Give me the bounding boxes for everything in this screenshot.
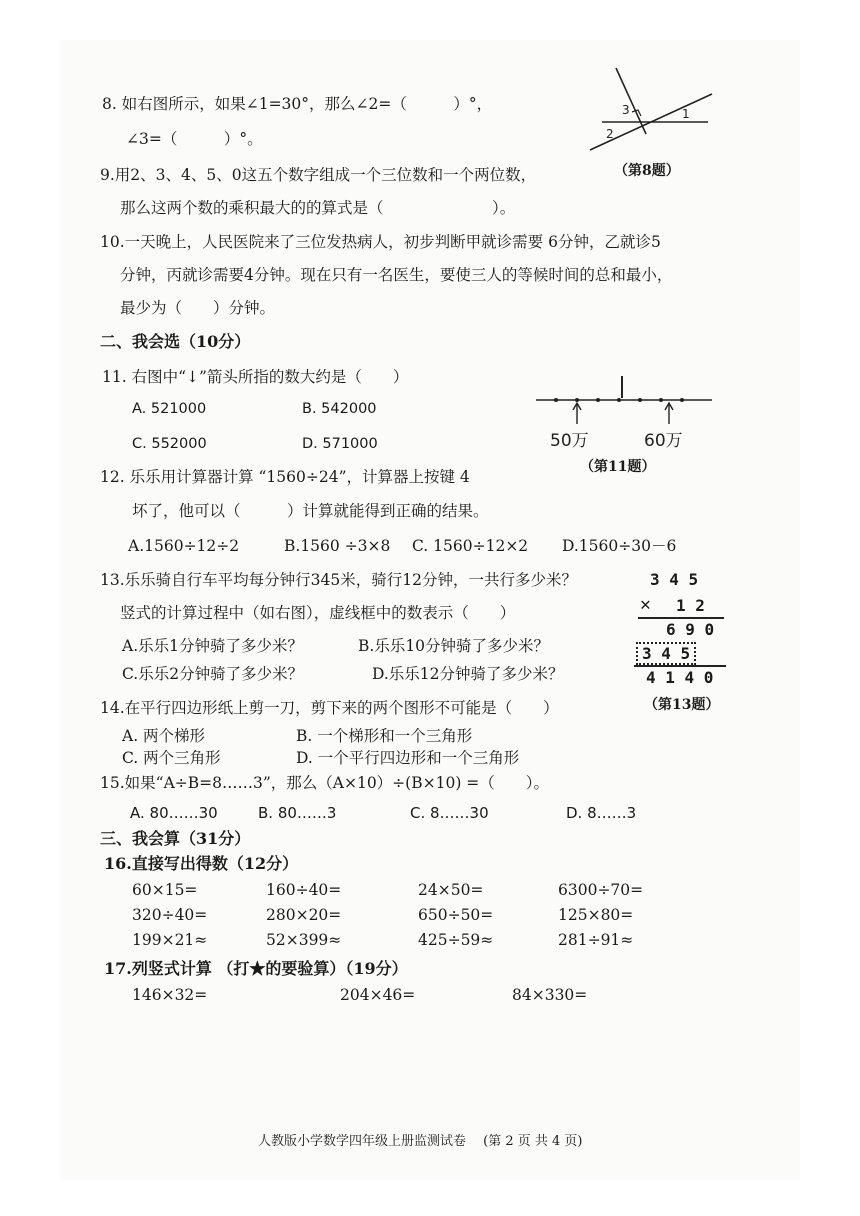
q12-line1: 12. 乐乐用计算器计算 “1560÷24”，计算器上按键 4	[100, 468, 470, 486]
q11-option-a: A. 521000	[132, 401, 207, 417]
q11-option-c: C. 552000	[132, 436, 207, 452]
calc-item: 24×50=	[418, 881, 484, 899]
q15-option-d: D. 8……3	[566, 804, 637, 822]
q11-option-d: D. 571000	[302, 436, 378, 452]
calc-item: 199×21≈	[132, 931, 208, 949]
vm-row5: 4 1 4 0	[646, 668, 714, 687]
calc-item: 650÷50=	[418, 906, 494, 924]
q8-line2: ∠3=（ ）°。	[126, 130, 263, 148]
q10-line2: 分钟，丙就诊需要4分钟。现在只有一名医生，要使三人的等候时间的总和最小，	[120, 266, 673, 284]
calc-item: 160÷40=	[266, 881, 342, 899]
vm-line1	[638, 617, 724, 619]
calc-item: 280×20=	[266, 906, 342, 924]
calc-item: 6300÷70=	[558, 881, 644, 899]
q14-stem: 14.在平行四边形纸上剪一刀，剪下来的两个图形不可能是（ ）	[100, 699, 559, 717]
q13-option-b: B.乐乐10分钟骑了多少米？	[358, 637, 550, 655]
q13-caption: （第13题）	[644, 697, 720, 713]
page-footer: 人教版小学数学四年级上册监测试卷 (第 2 页 共 4 页)	[258, 1134, 583, 1149]
q12-option-b: B.1560 ÷3×8	[284, 537, 391, 555]
q10-line1: 10.一天晚上，人民医院来了三位发热病人，初步判断甲就诊需要 6分钟，乙就诊5	[100, 233, 661, 251]
q11-stem: 11. 右图中“↓”箭头所指的数大约是（ ）	[102, 368, 409, 386]
q17-stem: 17.列竖式计算 （打★的要验算）（19分）	[104, 959, 408, 978]
angle-label-2: 2	[606, 127, 614, 141]
angle-label-1: 1	[682, 107, 690, 121]
q13-option-c: C.乐乐2分钟骑了多少米？	[122, 665, 304, 683]
section-3-title: 三、我会算（31分）	[100, 829, 251, 848]
label-50wan: 50万	[550, 431, 589, 451]
q16-stem: 16.直接写出得数（12分）	[104, 854, 299, 873]
calc-item: 52×399≈	[266, 931, 342, 949]
vertical-calc-item: 204×46=	[340, 986, 416, 1004]
angle-label-3: 3	[622, 103, 630, 117]
q12-option-a: A.1560÷12÷2	[128, 537, 240, 555]
q12-line2: 坏了，他可以（ ）计算就能得到正确的结果。	[132, 502, 489, 520]
q8-caption: （第8题）	[614, 163, 680, 179]
q14-option-c: C. 两个三角形	[122, 749, 221, 767]
vertical-calc-item: 146×32=	[132, 986, 208, 1004]
angle-line-perpendicular	[616, 68, 646, 134]
q13-option-d: D.乐乐12分钟骑了多少米？	[372, 665, 564, 683]
number-line-figure	[532, 372, 716, 460]
q14-option-b: B. 一个梯形和一个三角形	[296, 727, 473, 745]
vm-row3: 6 9 0	[666, 620, 715, 639]
calc-item: 60×15=	[132, 881, 198, 899]
q8-line1: 8. 如右图所示，如果∠1=30°，那么∠2=（ ）°，	[102, 95, 493, 113]
q15-option-b: B. 80……3	[258, 804, 337, 822]
q10-line3: 最少为（ ）分钟。	[120, 299, 276, 317]
times-icon: ✕	[640, 594, 651, 615]
q14-option-d: D. 一个平行四边形和一个三角形	[296, 749, 520, 767]
angle-figure	[586, 62, 716, 154]
vertical-calc-item: 84×330=	[512, 986, 588, 1004]
q9-line2: 那么这两个数的乘积最大的的算式是（ ）。	[120, 199, 516, 217]
calc-item: 125×80=	[558, 906, 634, 924]
vm-row2: 1 2	[676, 596, 705, 615]
calc-item: 281÷91≈	[558, 931, 634, 949]
label-60wan: 60万	[644, 431, 683, 451]
q15-option-c: C. 8……30	[410, 804, 489, 822]
q12-option-d: D.1560÷30－6	[562, 537, 677, 555]
q12-option-c: C. 1560÷12×2	[412, 537, 529, 555]
calc-item: 425÷59≈	[418, 931, 494, 949]
q15-option-a: A. 80……30	[130, 804, 218, 822]
q13-line2: 竖式的计算过程中（如右图），虚线框中的数表示（ ）	[120, 604, 516, 622]
q9-line1: 9.用2、3、4、5、0这五个数字组成一个三位数和一个两位数，	[100, 166, 537, 184]
q11-option-b: B. 542000	[302, 401, 377, 417]
q15-stem: 15.如果“A÷B=8……3”，那么（A×10）÷(B×10) =（ ）。	[100, 774, 550, 792]
q11-caption: （第11题）	[580, 459, 656, 475]
vm-row1: 3 4 5	[650, 570, 699, 589]
calc-item: 320÷40=	[132, 906, 208, 924]
dashed-box: 3 4 5	[636, 642, 696, 665]
q13-line1: 13.乐乐骑自行车平均每分钟行345米，骑行12分钟，一共行多少米？	[100, 571, 577, 589]
vm-line2	[634, 665, 726, 667]
section-2-title: 二、我会选（10分）	[100, 332, 251, 351]
q14-option-a: A. 两个梯形	[122, 727, 206, 745]
q13-option-a: A.乐乐1分钟骑了多少米？	[122, 637, 303, 655]
